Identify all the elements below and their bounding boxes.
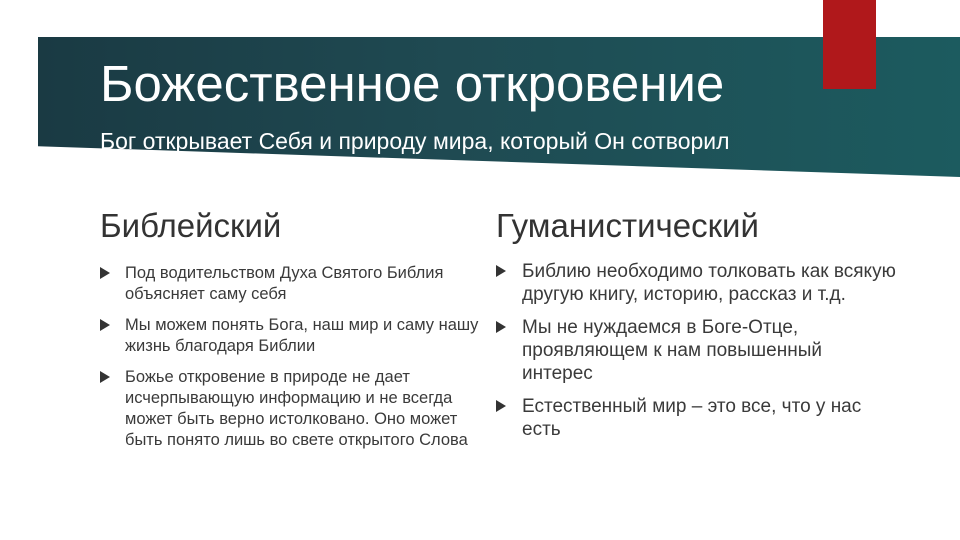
list-item [496,316,896,385]
right-column [496,202,896,451]
list-item [100,315,480,357]
right-column-heading: Гуманистический [496,207,759,244]
triangle-bullet-icon [496,321,506,333]
left-column-heading: Библейский [100,207,282,244]
list-item [496,260,896,306]
list-item-text: Библию необходимо толковать как всякую другую книгу, историю, рассказ и т.д. [522,261,896,305]
left-column [100,202,480,461]
triangle-bullet-icon [100,267,110,279]
triangle-bullet-icon [100,319,110,331]
accent-bar [823,0,876,89]
left-bullet-list [100,263,480,451]
list-item [496,395,896,441]
triangle-bullet-icon [496,265,506,277]
slide-subtitle: Бог открывает Себя и природу мира, который Он сотворил [100,128,730,154]
list-item [100,367,480,451]
list-item-text: Мы можем понять Бога, наш мир и саму нашу жизнь благодаря Библии [125,316,479,355]
list-item-text: Под водительством Духа Святого Библия объясняет саму себя [125,264,444,303]
list-item-text: Естественный мир – это все, что у нас есть [522,396,862,440]
list-item [100,263,480,305]
slide-title: Божественное откровение [100,55,725,112]
triangle-bullet-icon [100,371,110,383]
list-item-text: Божье откровение в природе не дает исчерпывающую информацию и не всегда может быть верно истолковано. Оно может быть понято лишь во свете открытого Слова [125,368,468,449]
triangle-bullet-icon [496,400,506,412]
list-item-text: Мы не нуждаемся в Боге-Отце, проявляющем к нам повышенный интерес [522,317,822,384]
right-bullet-list [496,260,896,441]
